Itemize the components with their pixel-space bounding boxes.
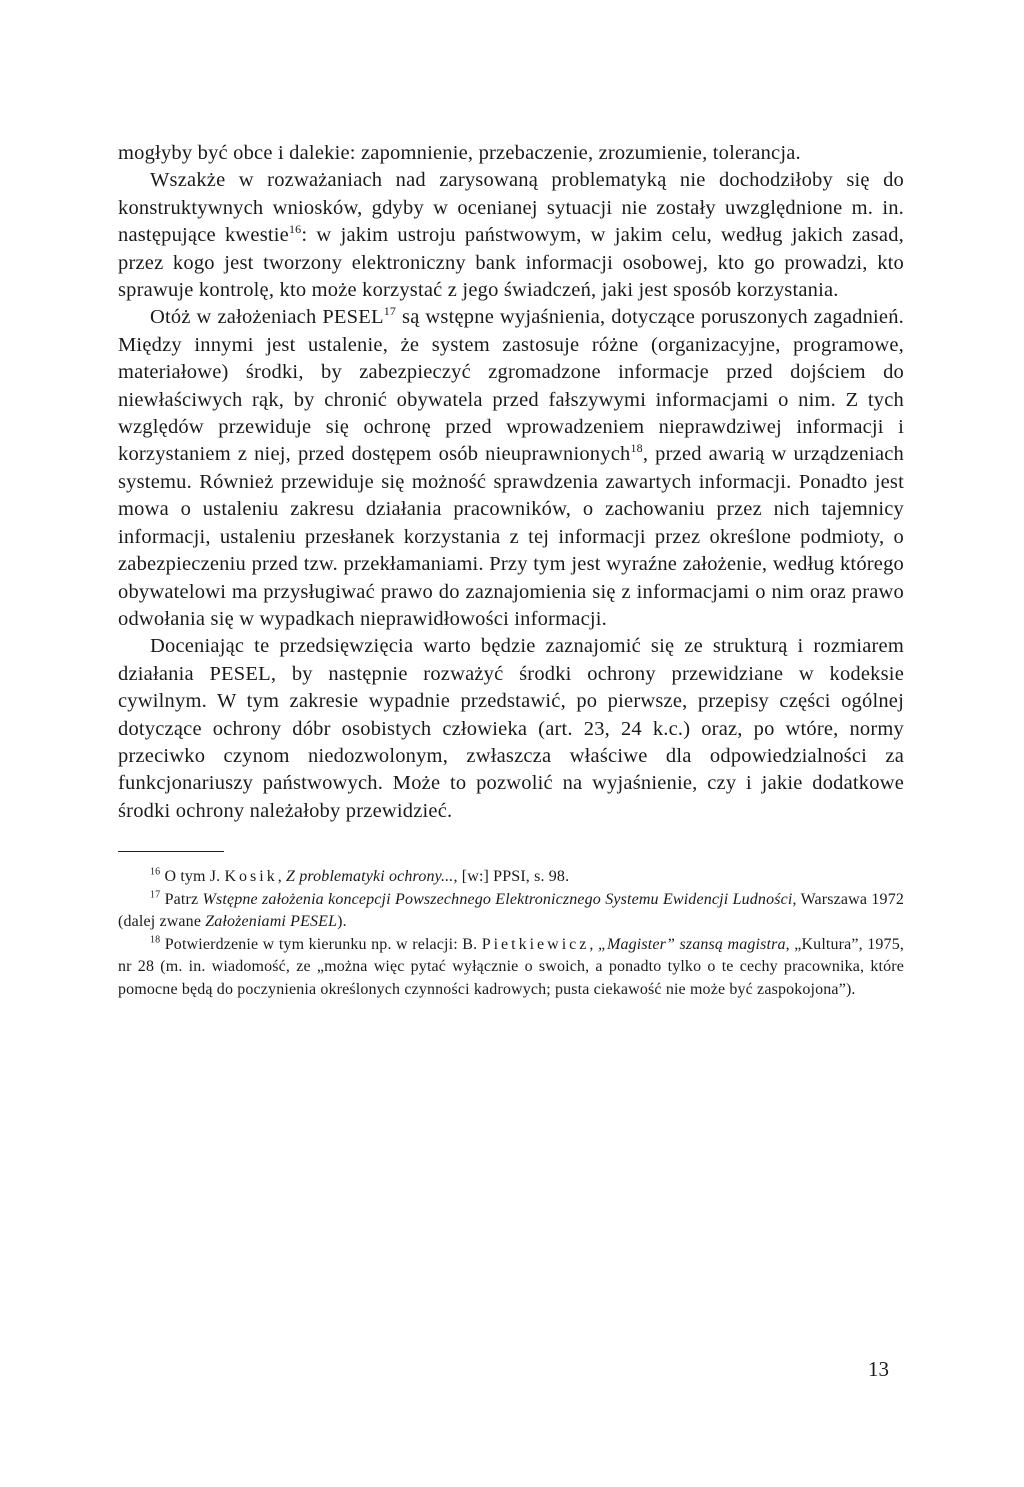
- footnote-16: [118, 866, 904, 889]
- footnote-17-number: 17: [150, 889, 161, 901]
- footnote-divider: [118, 851, 224, 852]
- footnote-17-short-title: Założeniami PESEL: [205, 913, 338, 931]
- footnote-18-text-a: Potwierdzenie w tym kierunku np. w relacji: B.: [160, 935, 482, 953]
- footnote-16-number: 16: [150, 866, 161, 878]
- footnote-18-title: „Magister” szansą magistra: [597, 935, 786, 953]
- paragraph-3-text-c: , przed awarią w urządzeniach systemu. Również przewiduje się możność sprawdzenia zawartych informacji. Ponadto jest mowa o ustaleniu zakresu działania pracowników, o zachowaniu przez nich tajemnicy informacji, ustaleniu przesłanek korzystania z tej informacji przez określone podmioty, o zabezpieczeniu przed tzw. przekłamaniami. Przy tym jest wyraźne założenie, według którego obywatelowi ma przysługiwać prawo do zaznajomienia się z informacjami o nim oraz prawo odwołania się w wypadkach nieprawidłowości informacji.: [118, 443, 904, 630]
- footnote-17-title: Wstępne założenia koncepcji Powszechnego Elektronicznego Systemu Ewidencji Ludności: [202, 890, 793, 908]
- footnote-ref-17: 17: [383, 304, 397, 319]
- footnote-ref-18: 18: [630, 441, 643, 456]
- footnote-17-text-c: ).: [337, 913, 347, 931]
- footnote-18-text-c: , „Kultura”, 1975, nr 28 (m. in. wiadomość, ze „można więc pytać wyłącznie o swoich, a ponadto tylko o te cechy pracownika, które pomocne będą do poczynienia określonych czynności kadrowych; pusta ciekawość nie może być zaspokojona”).: [118, 935, 904, 998]
- paragraph-2: [118, 167, 904, 304]
- footnote-16-title: Z problematyki ochrony...: [286, 868, 454, 886]
- footnote-17: [118, 889, 904, 934]
- footnote-18-text-b: ,: [589, 935, 598, 953]
- footnote-16-text-b: ,: [277, 868, 287, 886]
- footnote-17-text-a: Patrz: [160, 890, 203, 908]
- paragraph-3: [118, 304, 904, 633]
- page-body: [118, 140, 904, 1001]
- footnote-17-text-b: , Warszawa 1972 (dalej zwane: [118, 890, 905, 931]
- paragraph-4-text: Doceniając te przedsięwzięcia warto będzie zaznajomić się ze strukturą i rozmiarem działania PESEL, by następnie rozważyć środki ochrony przewidziane w kodeksie cywilnym. W tym zakresie wypadnie przedstawić, po pierwsze, przepisy części ogólnej dotyczące ochrony dóbr osobistych człowieka (art. 23, 24 k.c.) oraz, po wtóre, normy przeciwko czynom niedozwolonym, zwłaszcza właściwe dla odpowiedzialności za funkcjonariuszy państwowych. Może to pozwolić na wyjaśnienie, czy i jakie dodatkowe środki ochrony należałoby przewidzieć.: [118, 635, 904, 822]
- paragraph-2-text-b: : w jakim ustroju państwowym, w jakim celu, według jakich zasad, przez kogo jest tworzony elektroniczny bank informacji osobowej, kto go prowadzi, kto sprawuje kontrolę, kto może korzystać z jego świadczeń, jaki jest sposób korzystania.: [118, 224, 904, 302]
- paragraph-2-text-a: Wszakże w rozważaniach nad zarysowaną problematyką nie dochodziłoby się do konstruktywnych wniosków, gdyby w ocenianej sytuacji nie zostały uwzględnione m. in. następujące kwestie: [118, 169, 904, 247]
- footnote-16-author: Kosik: [224, 868, 278, 886]
- footnote-18-number: 18: [150, 934, 161, 946]
- paragraph-3-text-a: Otóż w założeniach PESEL: [150, 306, 384, 329]
- paragraph-4: [118, 633, 904, 825]
- footnote-ref-16: 16: [288, 222, 302, 237]
- paragraph-1-text: mogłyby być obce i dalekie: zapomnienie, przebaczenie, zrozumienie, tolerancja.: [118, 142, 801, 164]
- footnote-16-text-c: , [w:] PPSI, s. 98.: [453, 868, 570, 886]
- footnote-18-author: Pietkiewicz: [481, 935, 590, 953]
- footnote-16-text-a: O tym J.: [160, 868, 225, 886]
- paragraph-3-text-b: są wstępne wyjaśnienia, dotyczące poruszonych zagadnień. Między innymi jest ustalenie, że system zastosuje różne (organizacyjne, programowe, materiałowe) środki, by zabezpieczyć zgromadzone informacje przed dojściem do niewłaściwych rąk, by chronić obywatela przed fałszywymi informacjami o nim. Z tych względów przewiduje się ochronę przed wprowadzeniem nieprawdziwej informacji i korzystaniem z niej, przed dostępem osób nieuprawnionych: [118, 306, 904, 466]
- footnote-18: [118, 934, 904, 1002]
- paragraph-1: [118, 140, 904, 167]
- page-number: 13: [868, 1357, 889, 1381]
